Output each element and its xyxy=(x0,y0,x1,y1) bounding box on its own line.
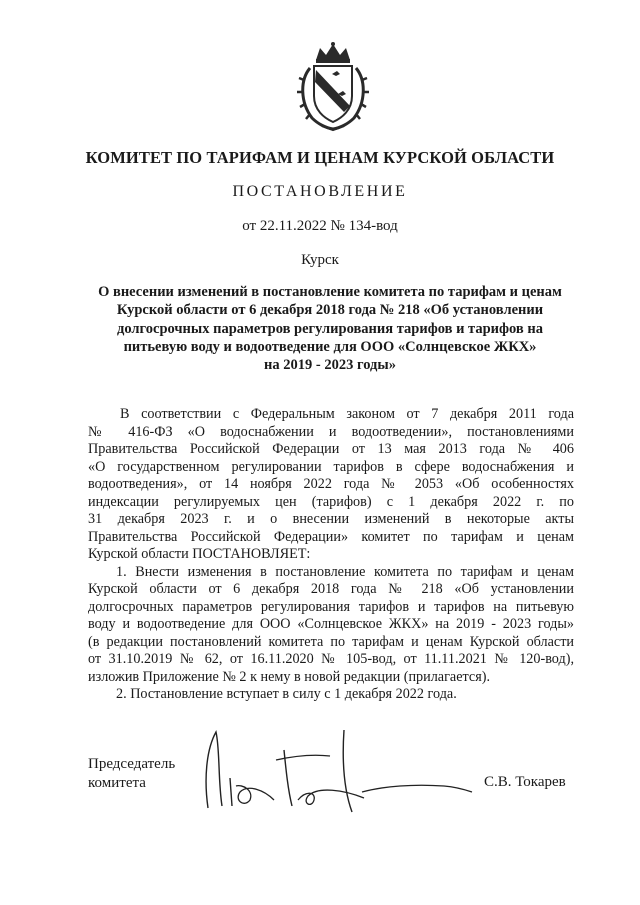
document-number: от 22.11.2022 № 134-вод xyxy=(242,218,398,234)
body-line: В соответствии с Федеральным законом от 7 декабря 2011 года xyxy=(120,406,574,422)
signatory-position xyxy=(88,755,175,793)
preamble-paragraph xyxy=(88,406,574,564)
subject-line: на 2019 - 2023 годы» xyxy=(264,357,396,374)
kursk-coat-of-arms-icon xyxy=(294,40,372,132)
subject-line: Курской области от 6 декабря 2018 года № 218 «Об установлении xyxy=(116,302,544,319)
document-body xyxy=(88,406,574,704)
body-line: (в редакции постановлений комитета по тарифам и ценам Курской области xyxy=(88,633,574,650)
document-type: ПОСТАНОВЛЕНИЕ xyxy=(232,183,408,200)
signatory-position-line: Председатель xyxy=(88,756,176,772)
committee-title: КОМИТЕТ ПО ТАРИФАМ И ЦЕНАМ КУРСКОЙ ОБЛАСТИ xyxy=(85,148,555,167)
body-line: № 416-ФЗ «О водоснабжении и водоотведении», постановлениями xyxy=(88,423,574,440)
body-line: Правительства Российской Федерации» комитет по тарифам и ценам xyxy=(88,528,574,545)
subject-line: О внесении изменений в постановление комитета по тарифам и ценам xyxy=(98,284,562,300)
document-city: Курск xyxy=(301,252,339,268)
body-line: изложив Приложение № 2 к нему в новой редакции (прилагается). xyxy=(88,668,490,685)
signatory-name: С.В. Токарев xyxy=(484,774,566,790)
document-subject xyxy=(80,283,580,374)
clause-2-paragraph xyxy=(88,686,574,704)
body-line: воду и водоотведение для ООО «Солнцевское ЖКХ» на 2019 - 2023 годы» xyxy=(88,616,574,632)
body-line: индексации регулируемых цен (тарифов) с 1 декабря 2022 г. по xyxy=(88,493,574,510)
body-line: Курской области от 6 декабря 2018 года № 218 «Об установлении xyxy=(88,581,574,597)
body-line: 1. Внести изменения в постановление комитета по тарифам и ценам xyxy=(116,563,574,580)
body-line: Курской области ПОСТАНОВЛЯЕТ: xyxy=(88,546,311,562)
body-line: от 31.10.2019 № 62, от 16.11.2020 № 105-вод, от 11.11.2021 № 120-вод), xyxy=(88,651,574,667)
body-line: «О государственном регулировании тарифов в сфере водоснабжения и xyxy=(88,458,574,475)
signatory-position-line: комитета xyxy=(88,775,146,791)
body-line: 31 декабря 2023 г. и о внесении изменений в некоторые акты xyxy=(88,511,574,527)
subject-line: долгосрочных параметров регулирования тарифов и тарифов на xyxy=(117,320,543,337)
subject-line: питьевую воду и водоотведение для ООО «Солнцевское ЖКХ» xyxy=(123,338,537,355)
body-line: Правительства Российской Федерации от 13 мая 2013 года № 406 xyxy=(88,441,574,457)
clause-1-paragraph xyxy=(88,564,574,687)
body-line: 2. Постановление вступает в силу с 1 декабря 2022 года. xyxy=(116,686,457,702)
handwritten-signature xyxy=(194,720,484,820)
body-line: водоотведения», от 14 ноября 2022 года № 2053 «Об особенностях xyxy=(88,476,574,492)
body-line: долгосрочных параметров регулирования тарифов и тарифов на питьевую xyxy=(88,598,574,615)
